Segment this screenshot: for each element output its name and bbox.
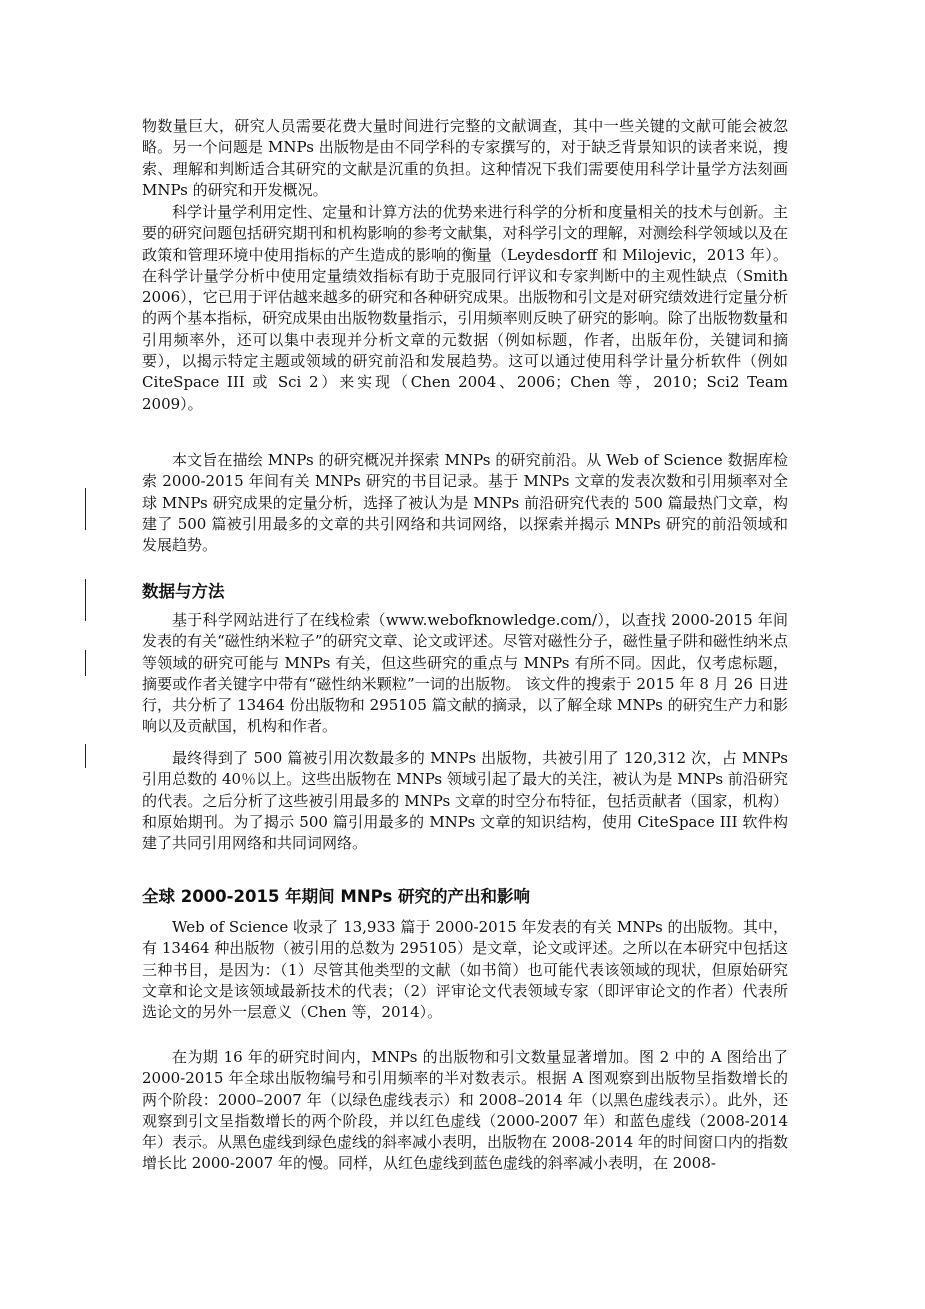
paragraph-most-cited: 最终得到了 500 篇被引用次数最多的 MNPs 出版物，共被引用了 120,312 次，占 MNPs 引用总数的 40％以上。这些出版物在 MNPs 领域引起了最大的关注，被认为是 MNPs 前沿研究的代表。之后分析了这些被引用最多的 MNPs 文章的时空分布特征，包括贡献者（国家，机构）和原始期刊。为了揭示 500 篇引用最多的 MNPs 文章的知识结构，使用 CiteSpace III 软件构建了共同引用网络和共同词网络。 <box>142 749 788 853</box>
change-bar <box>85 488 86 530</box>
section-heading-global-output: 全球 2000-2015 年期间 MNPs 研究的产出和影响 <box>142 887 531 906</box>
paragraph-aim: 本文旨在描绘 MNPs 的研究概况并探索 MNPs 的研究前沿。从 Web of Science 数据库检索 2000-2015 年间有关 MNPs 研究的书目记录。基于 MNPs 文章的发表次数和引用频率对全球 MNPs 研究成果的定量分析，选择了被认为是 MNPs 前沿研究代表的 500 篇最热门文章，构建了 500 篇被引用最多的文章的共引网络和共词网络，以探索并揭示 MNPs 研究的前沿领域和发展趋势。 <box>142 451 788 555</box>
paragraph-scientometrics: 科学计量学利用定性、定量和计算方法的优势来进行科学的分析和度量相关的技术与创新。主要的研究问题包括研究期刊和机构影响的参考文献集，对科学引文的理解，对测绘科学领域以及在政策和管理环境中使用指标的产生造成的影响的衡量（Leydesdorff 和 Milojevic，2013 年）。在科学计量学分析中使用定量绩效指标有助于克服同行评议和专家判断中的主观性缺点（Smith 2006），它已用于评估越来越多的研究和各种研究成果。出版物和引文是对研究绩效进行定量分析的两个基本指标，研究成果由出版物数量指示，引用频率则反映了研究的影响。除了出版物数量和引用频率外，还可以集中表现并分析文章的元数据（例如标题，作者，出版年份，关键词和摘要），以揭示特定主题或领域的研究前沿和发展趋势。这可以通过使用科学计量分析软件（例如 CiteSpace III 或 Sci 2）来实现（Chen 2004、2006；Chen 等，2010；Sci2 Team 2009）。 <box>142 203 788 413</box>
change-bar <box>85 579 86 621</box>
change-bar <box>85 650 86 676</box>
change-bar <box>85 744 86 768</box>
paragraph-search-method: 基于科学网站进行了在线检索（www.webofknowledge.com/），以查找 2000-2015 年间发表的有关“磁性纳米粒子”的研究文章、论文或评述。尽管对磁性分子，磁性量子阱和磁性纳米点等领域的研究可能与 MNPs 有关，但这些研究的重点与 MNPs 有所不同。因此，仅考虑标题，摘要或作者关键字中带有“磁性纳米颗粒”一词的出版物。 该文件的搜索于 2015 年 8 月 26 日进行，共分析了 13464 份出版物和 295105 篇文献的摘录，以了解全球 MNPs 的研究生产力和影响以及贡献国，机构和作者。 <box>142 611 788 736</box>
paragraph-intro-continued: 物数量巨大，研究人员需要花费大量时间进行完整的文献调查，其中一些关键的文献可能会被忽略。另一个问题是 MNPs 出版物是由不同学科的专家撰写的，对于缺乏背景知识的读者来说，搜索、理解和判断适合其研究的文献是沉重的负担。这种情况下我们需要使用科学计量学方法刻画 MNPs 的研究和开发概况。 <box>142 117 788 199</box>
paragraph-publication-growth: 在为期 16 年的研究时间内，MNPs 的出版物和引文数量显著增加。图 2 中的 A 图给出了 2000-2015 年全球出版物编号和引用频率的半对数表示。根据 A 图观察到出版物呈指数增长的两个阶段：2000–2007 年（以绿色虚线表示）和 2008–2014 年（以黑色虚线表示）。此外，还观察到引文呈指数增长的两个阶段，并以红色虚线（2000-2007 年）和蓝色虚线（2008-2014 年）表示。从黑色虚线到绿色虚线的斜率减小表明，出版物在 2008-2014 年的时间窗口内的指数增长比 2000-2007 年的慢。同样，从红色虚线到蓝色虚线的斜率减小表明，在 2008- <box>142 1048 788 1173</box>
paragraph-web-of-science: Web of Science 收录了 13,933 篇于 2000-2015 年发表的有关 MNPs 的出版物。其中，有 13464 种出版物（被引用的总数为 295105）是文章，论文或评述。之所以在本研究中包括这三种书目，是因为：（1）尽管其他类型的文献（如书简）也可能代表该领域的现状，但原始研究文章和论文是该领域最新技术的代表；（2）评审论文代表领域专家（即评审论文的作者）代表所选论文的另外一层意义（Chen 等，2014）。 <box>142 918 788 1022</box>
section-heading-data-methods: 数据与方法 <box>142 582 225 601</box>
